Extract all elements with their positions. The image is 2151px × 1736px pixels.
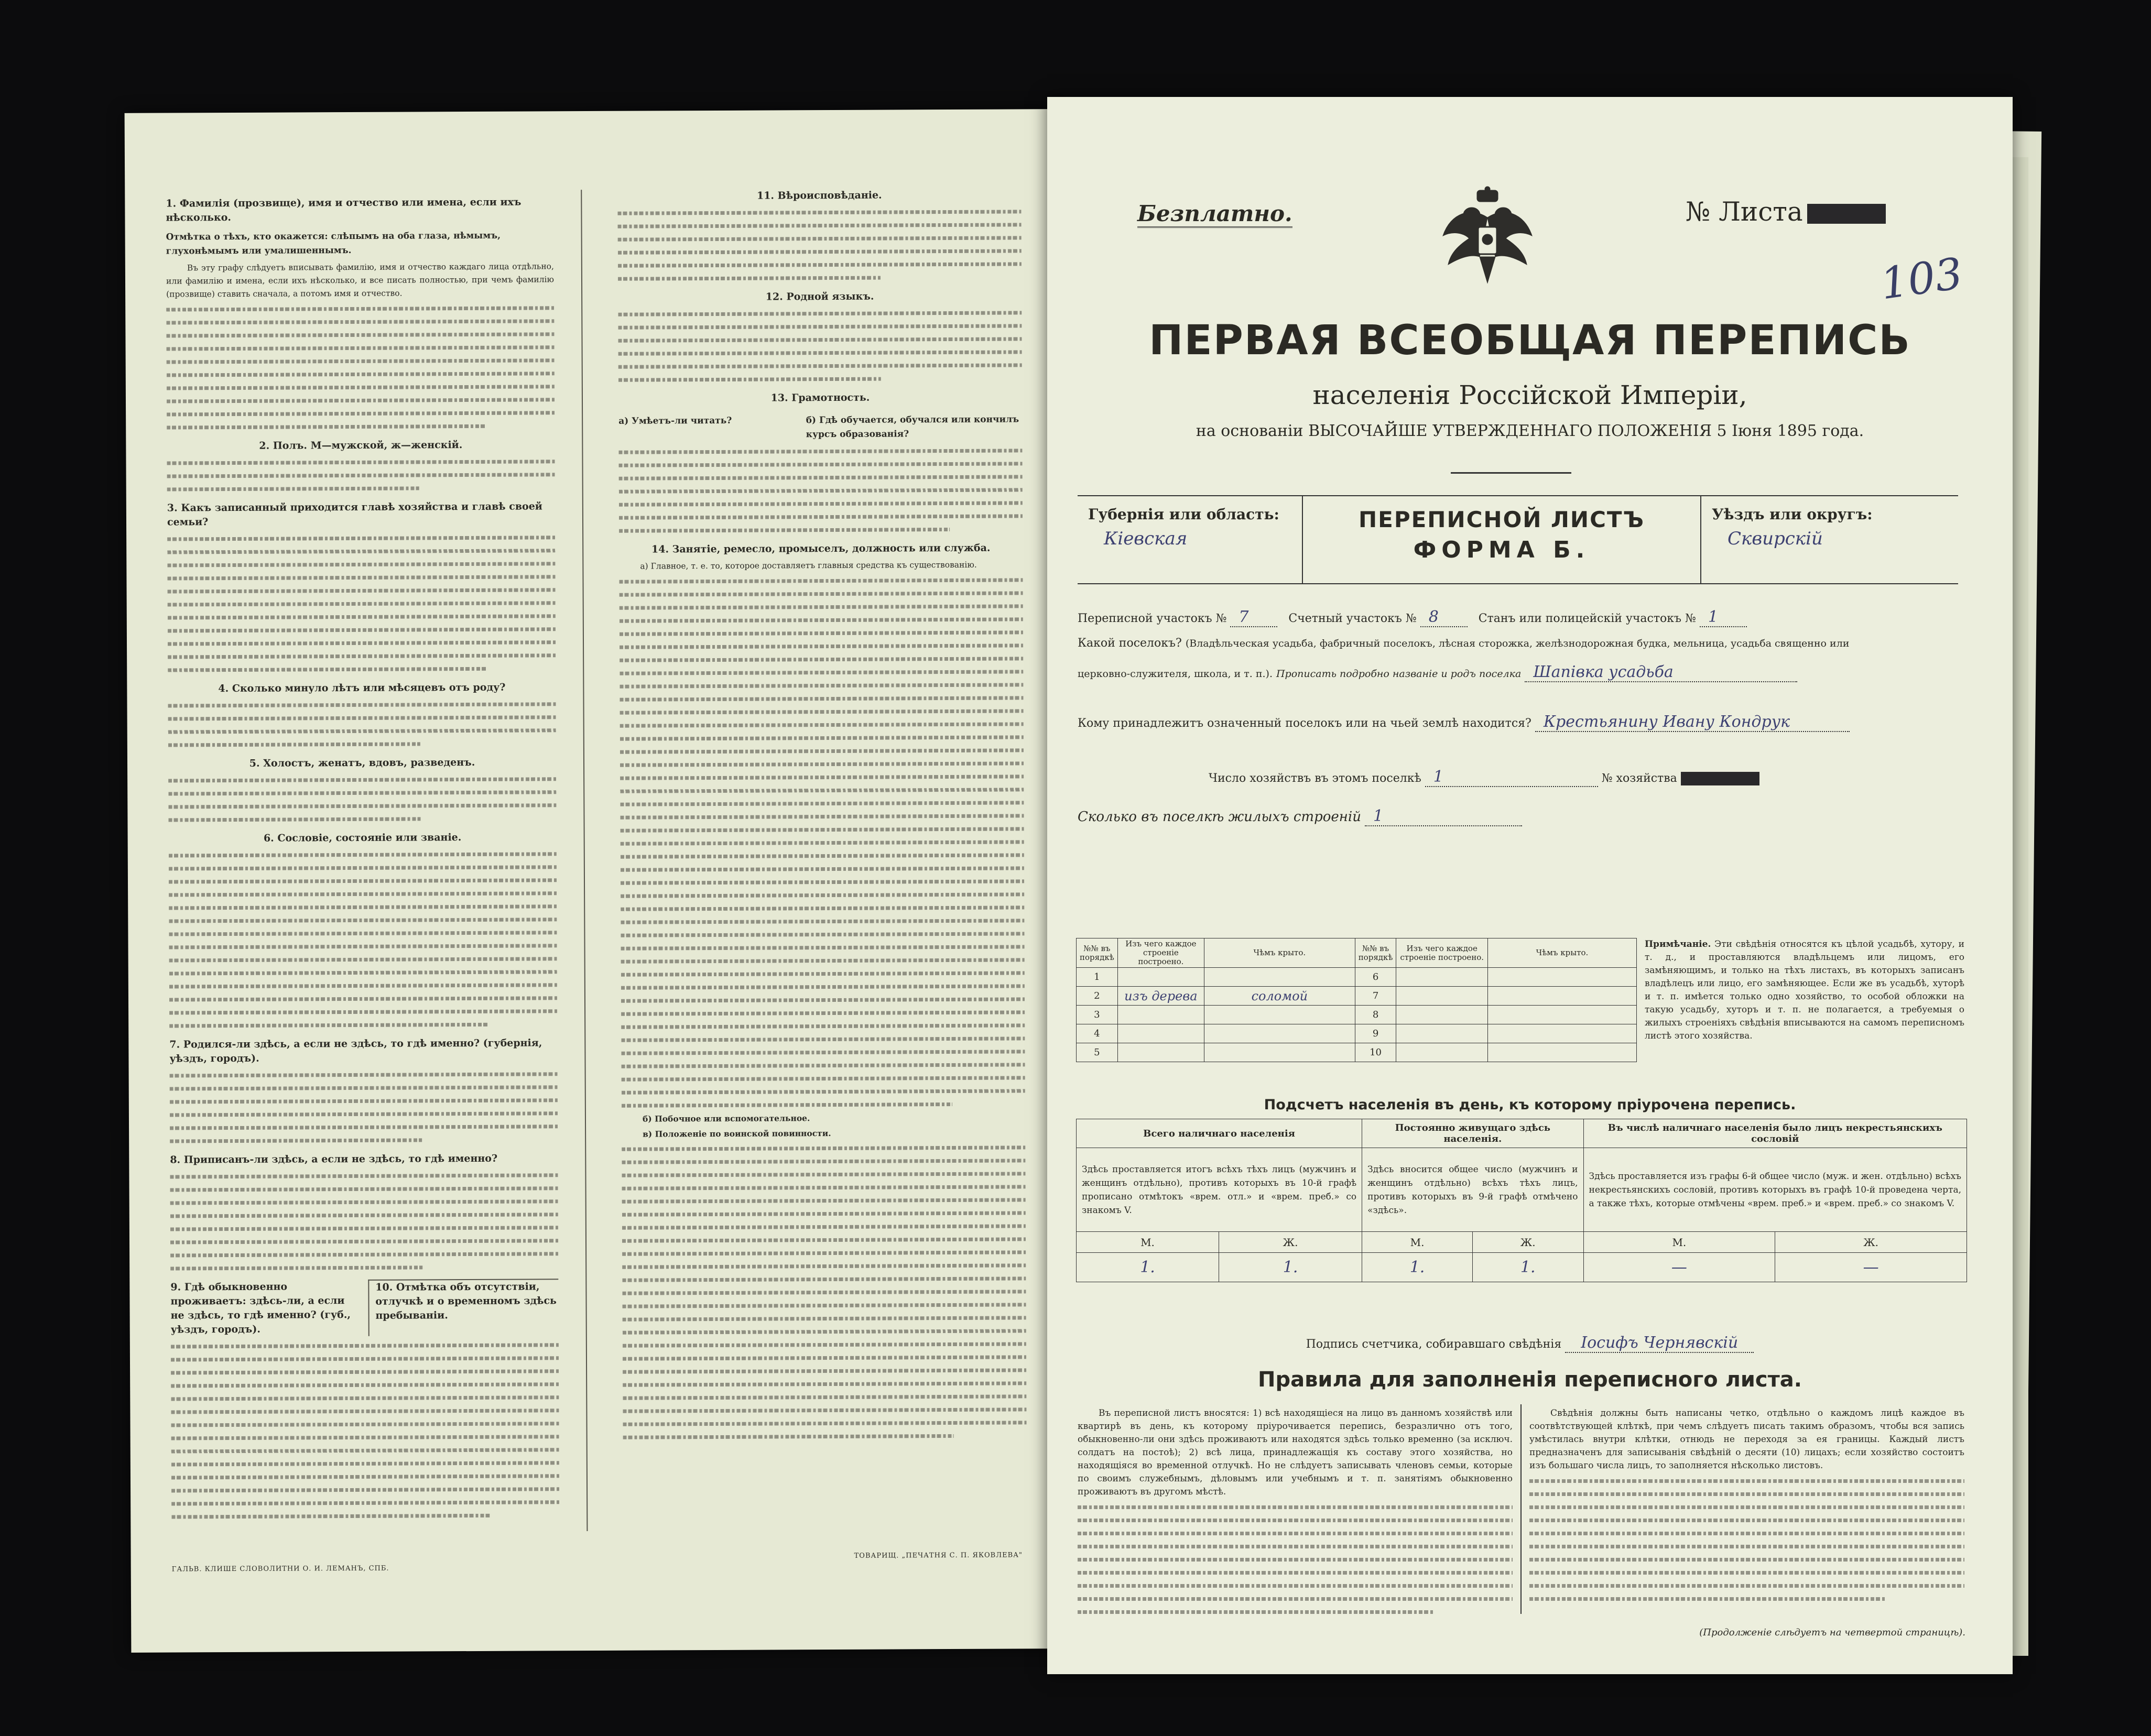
rules-text-1: Въ переписной листъ вносятся: 1) всѣ находящіеся на лицо въ данномъ хозяйствѣ или квартирѣ въ день, къ которому пріурочивается перепись, безразлично отъ того, обыкновенно-ли они здѣсь проживаютъ или находятся здѣсь только временно (за исключ. солдатъ на постоѣ); 2) всѣ лица, принадлежащія къ составу этого хозяйства, но находящіяся во временной отлучкѣ. Но не слѣдуетъ записывать членовъ семьи, которые по своимъ служебнымъ, дѣловымъ или учебнымъ и т. п. занятіямъ обыкновенно проживаютъ въ другомъ мѣстѣ. — [1078, 1408, 1513, 1497]
settlement-instruction: Прописать подробно названіе и родъ поселка — [1276, 668, 1522, 680]
rules-title: Правила для заполненія переписного листа. — [1258, 1368, 1802, 1392]
section-14a: а) Главное, т. е. то, которое доставляетъ главныя средства къ существованію. — [640, 560, 977, 571]
buildings-table — [1076, 938, 1637, 1062]
signature-label: Подпись счетчика, собиравшаго свѣдѣнія — [1306, 1338, 1562, 1351]
table-row: 3 8 — [1077, 1006, 1637, 1024]
census-district-label: Переписной участокъ № — [1078, 612, 1227, 625]
section-11-title: 11. Вѣроисповѣданіе. — [756, 189, 882, 202]
col-num: №№ въ порядкѣ — [1077, 938, 1118, 968]
household-no-redacted — [1681, 772, 1759, 785]
sheet-number — [1686, 196, 1886, 227]
sheet-number-redacted — [1807, 204, 1886, 224]
free-label: Безплатно. — [1137, 201, 1292, 228]
female-label: Ж. — [1472, 1232, 1583, 1253]
section-13-title: 13. Грамотность. — [770, 391, 870, 404]
count-col3-head: Въ числѣ наличнаго населенія было лицъ некрестьянскихъ сословій — [1583, 1119, 1967, 1148]
section-14c: в) Положеніе по воинской повинности. — [643, 1128, 831, 1139]
count-col2-head: Постоянно живущаго здѣсь населенія. — [1362, 1119, 1583, 1148]
count-col3-desc: Здѣсь проставляется изъ графы 6-й общее число (муж. и жен. отдѣльно) всѣхъ некрестьянскихъ сословій, противъ которыхъ въ графѣ 10-й проведена черта, а также тѣхъ, которые отмѣчены «врем. преб.» и «врем. преб.» со знакомъ V. — [1583, 1148, 1967, 1232]
building-material: изъ дерева — [1117, 987, 1204, 1006]
households-label: Число хозяйствъ въ этомъ поселкѣ — [1209, 772, 1421, 785]
buildings-value: 1 — [1365, 807, 1522, 826]
male-label: М. — [1077, 1232, 1219, 1253]
count-col2-desc: Здѣсь вносится общее число (мужчинъ и женщинъ отдѣльно) всѣхъ тѣхъ лицъ, противъ которыхъ въ 9-й графѣ отмѣчено «здѣсь». — [1362, 1148, 1583, 1232]
female-label: Ж. — [1775, 1232, 1967, 1253]
households-line — [1078, 768, 1958, 787]
settlement-line-2 — [1078, 663, 1958, 682]
female-label: Ж. — [1219, 1232, 1362, 1253]
printer-note-right: ТОВАРИЩ. „ПЕЧАТНЯ С. П. ЯКОВЛЕВА" — [854, 1551, 1023, 1560]
count-title: Подсчетъ населенія въ день, къ которому пріурочена перепись. — [1264, 1097, 1796, 1113]
districts-line — [1078, 608, 1958, 627]
section-9-title: 9. Гдѣ обыкновенно проживаетъ: здѣсь-ли, а если не здѣсь, то гдѣ именно? (губ., уѣздъ, городъ). — [170, 1281, 351, 1336]
section-13a: а) Умѣетъ-ли читать? — [618, 415, 732, 427]
col-roof: Чѣмъ крыто. — [1487, 938, 1636, 968]
stan-label: Станъ или полицейскій участокъ № — [1478, 612, 1696, 625]
guberniya-label: Губернія или область: — [1088, 506, 1279, 523]
section-3-title: 3. Какъ записанный приходится главѣ хозяйства и главѣ своей семьи? — [167, 500, 542, 528]
section-1-title: 1. Фамилія (прозвище), имя и отчество или имена, если ихъ нѣсколько. — [166, 196, 522, 224]
count-value: — — [1775, 1253, 1967, 1282]
left-page — [125, 109, 1060, 1653]
uezd-cell — [1701, 496, 1958, 583]
col-num: №№ въ порядкѣ — [1355, 938, 1396, 968]
buildings-label: Сколько въ поселкѣ жилыхъ строеній — [1078, 809, 1361, 825]
rules-column-2 — [1529, 1407, 1964, 1606]
section-10-title: 10. Отмѣтка объ отсутствіи, отлучкѣ и о временномъ здѣсь пребываніи. — [368, 1279, 559, 1336]
count-district-label: Счетный участокъ № — [1288, 612, 1417, 625]
right-page — [1047, 97, 2013, 1674]
count-value: 1. — [1077, 1253, 1219, 1282]
signature-line — [1047, 1334, 2013, 1353]
col-material: Изъ чего каждое строеніе построено. — [1396, 938, 1488, 968]
section-1-text: Въ эту графу слѣдуетъ вписывать фамилію, имя и отчество каждаго лица отдѣльно, или фамилію и имена, если ихъ нѣсколько, и все писать полностью, при чемъ фамилію (прозвище) ставить сначала, а потомъ имя и отчество. — [166, 261, 555, 299]
note-block — [1645, 938, 1964, 1043]
col-material: Изъ чего каждое строеніе построено. — [1117, 938, 1204, 968]
owner-line — [1078, 713, 1958, 732]
instructions-column-1 — [166, 190, 559, 1523]
col-roof: Чѣмъ крыто. — [1204, 938, 1355, 968]
form-title-cell — [1303, 496, 1701, 583]
section-13b: б) Гдѣ обучается, обучался или кончилъ курсъ образованія? — [806, 414, 1019, 440]
count-value: — — [1583, 1253, 1775, 1282]
section-14-title: 14. Занятіе, ремесло, промыселъ, должность или служба. — [651, 542, 991, 555]
section-8-title: 8. Приписанъ-ли здѣсь, а если не здѣсь, то гдѣ именно? — [170, 1152, 498, 1166]
form-header — [1078, 495, 1958, 584]
census-district-value: 7 — [1230, 608, 1277, 627]
buildings-line — [1078, 807, 1958, 826]
owner-value: Крестьянину Ивану Кондрук — [1535, 713, 1850, 732]
main-title: ПЕРВАЯ ВСЕОБЩАЯ ПЕРЕПИСЬ — [1149, 317, 1911, 364]
households-value: 1 — [1425, 768, 1598, 787]
table-row: 2 изъ дерева соломой 7 — [1077, 987, 1637, 1006]
count-col1-desc: Здѣсь проставляется итогъ всѣхъ тѣхъ лицъ (мужчинъ и женщинъ отдѣльно), противъ которыхъ въ 10-й графѣ прописано отмѣтокъ «врем. отл.» и «врем. преб.» со знакомъ V. — [1077, 1148, 1362, 1232]
count-value: 1. — [1219, 1253, 1362, 1282]
subtitle-empire: населенія Россійской Имперіи, — [1312, 380, 1747, 410]
table-row: 1 6 — [1077, 968, 1637, 987]
household-no-label: № хозяйства — [1601, 772, 1677, 785]
section-14b: б) Побочное или вспомогательное. — [642, 1113, 810, 1124]
signature-value: Іосифъ Чернявскій — [1565, 1334, 1754, 1353]
table-row: 4 9 — [1077, 1024, 1637, 1043]
section-1-note: Отмѣтка о тѣхъ, кто окажется: слѣпымъ на оба глаза, нѣмымъ, глухонѣмымъ или умалишеннымъ. — [166, 230, 501, 257]
handwritten-number: 103 — [1877, 248, 1966, 310]
imperial-eagle-icon — [1440, 186, 1535, 288]
count-value: 1. — [1362, 1253, 1473, 1282]
rules-column-1 — [1078, 1407, 1513, 1619]
note-text: Эти свѣдѣнія относятся къ цѣлой усадьбѣ, хутору, и т. д., и проставляются владѣльцемъ или лицомъ, его замѣняющимъ, и только на тѣхъ листахъ, въ которыхъ записанъ владѣлецъ или лицо, его замѣняющее. Если же въ усадьбѣ, хуторѣ и т. п. имѣется только одно хозяйство, то особой обложки на такую усадьбу, хуторъ и т. п. не полагается, а требуемыя о жилыхъ строеніяхъ свѣдѣнія вписываются на самомъ переписномъ листѣ этого хозяйства. — [1645, 939, 1964, 1041]
settlement-line — [1078, 637, 1958, 650]
section-5-title: 5. Холостъ, женатъ, вдовъ, разведенъ. — [249, 756, 475, 769]
section-6-title: 6. Сословіе, состояніе или званіе. — [263, 832, 462, 844]
printer-note-left: ГАЛЬВ. КЛИШЕ СЛОВОЛИТНИ О. И. ЛЕМАНЪ, СПБ. — [171, 1564, 389, 1574]
count-col1-head: Всего наличнаго населенія — [1077, 1119, 1362, 1148]
settlement-label: Какой поселокъ? — [1078, 637, 1182, 650]
count-district-value: 8 — [1420, 608, 1468, 627]
section-2-title: 2. Полъ. М—мужской, ж—женскій. — [259, 439, 463, 452]
sheet-number-label: № Листа — [1686, 196, 1803, 227]
count-value: 1. — [1472, 1253, 1583, 1282]
subtitle-decree: на основаніи ВЫСОЧАЙШЕ УТВЕРЖДЕННАГО ПОЛОЖЕНІЯ 5 Іюня 1895 года. — [1196, 422, 1864, 440]
table-row: 5 10 — [1077, 1043, 1637, 1062]
section-7-title: 7. Родился-ли здѣсь, а если не здѣсь, то гдѣ именно? (губернія, уѣздъ, городъ). — [169, 1037, 542, 1065]
instructions-column-2 — [617, 182, 1026, 1444]
guberniya-value: Кіевская — [1104, 528, 1188, 549]
settlement-hint-2: церковно-служителя, школа, и т. п.). — [1078, 668, 1273, 680]
uezd-value: Сквирскій — [1728, 528, 1823, 549]
note-title: Примѣчаніе. — [1645, 939, 1711, 949]
title-rule — [1451, 472, 1571, 474]
continuation-note: (Продолженіе слѣдуетъ на четвертой страницѣ). — [1699, 1627, 1965, 1638]
population-count-table — [1076, 1119, 1967, 1282]
section-12-title: 12. Родной языкъ. — [765, 290, 874, 303]
column-divider — [581, 190, 588, 1531]
settlement-hint: (Владѣльческая усадьба, фабричный поселокъ, лѣсная сторожка, желѣзнодорожная будка, мельница, усадьба священно или — [1185, 638, 1850, 649]
owner-label: Кому принадлежитъ означенный поселокъ или на чьей землѣ находится? — [1078, 717, 1531, 730]
section-4-title: 4. Сколько минуло лѣтъ или мѣсяцевъ отъ роду? — [218, 681, 506, 695]
rules-text-2: Свѣдѣнія должны быть написаны четко, отдѣльно о каждомъ лицѣ каждое въ соотвѣтствующей клѣткѣ, при чемъ слѣдуетъ писать такимъ образомъ, чтобы вся запись умѣстилась внутри клѣтки, отнюдь не переходя за ея границы. Каждый листъ предназначенъ для записыванія свѣдѣній о десяти (10) лицахъ; если хозяйство состоитъ изъ большаго числа лицъ, то заполняется нѣсколько листовъ. — [1529, 1408, 1964, 1471]
uezd-label: Уѣздъ или округъ: — [1712, 506, 1873, 523]
guberniya-cell — [1078, 496, 1303, 583]
settlement-value: Шапівка усадьба — [1525, 663, 1797, 682]
male-label: М. — [1583, 1232, 1775, 1253]
building-roof: соломой — [1204, 987, 1355, 1006]
male-label: М. — [1362, 1232, 1473, 1253]
stan-value: 1 — [1700, 608, 1747, 627]
form-type: ФОРМА Б. — [1413, 537, 1590, 563]
form-title: ПЕРЕПИСНОЙ ЛИСТЪ — [1358, 507, 1645, 532]
rules-divider — [1520, 1404, 1522, 1614]
